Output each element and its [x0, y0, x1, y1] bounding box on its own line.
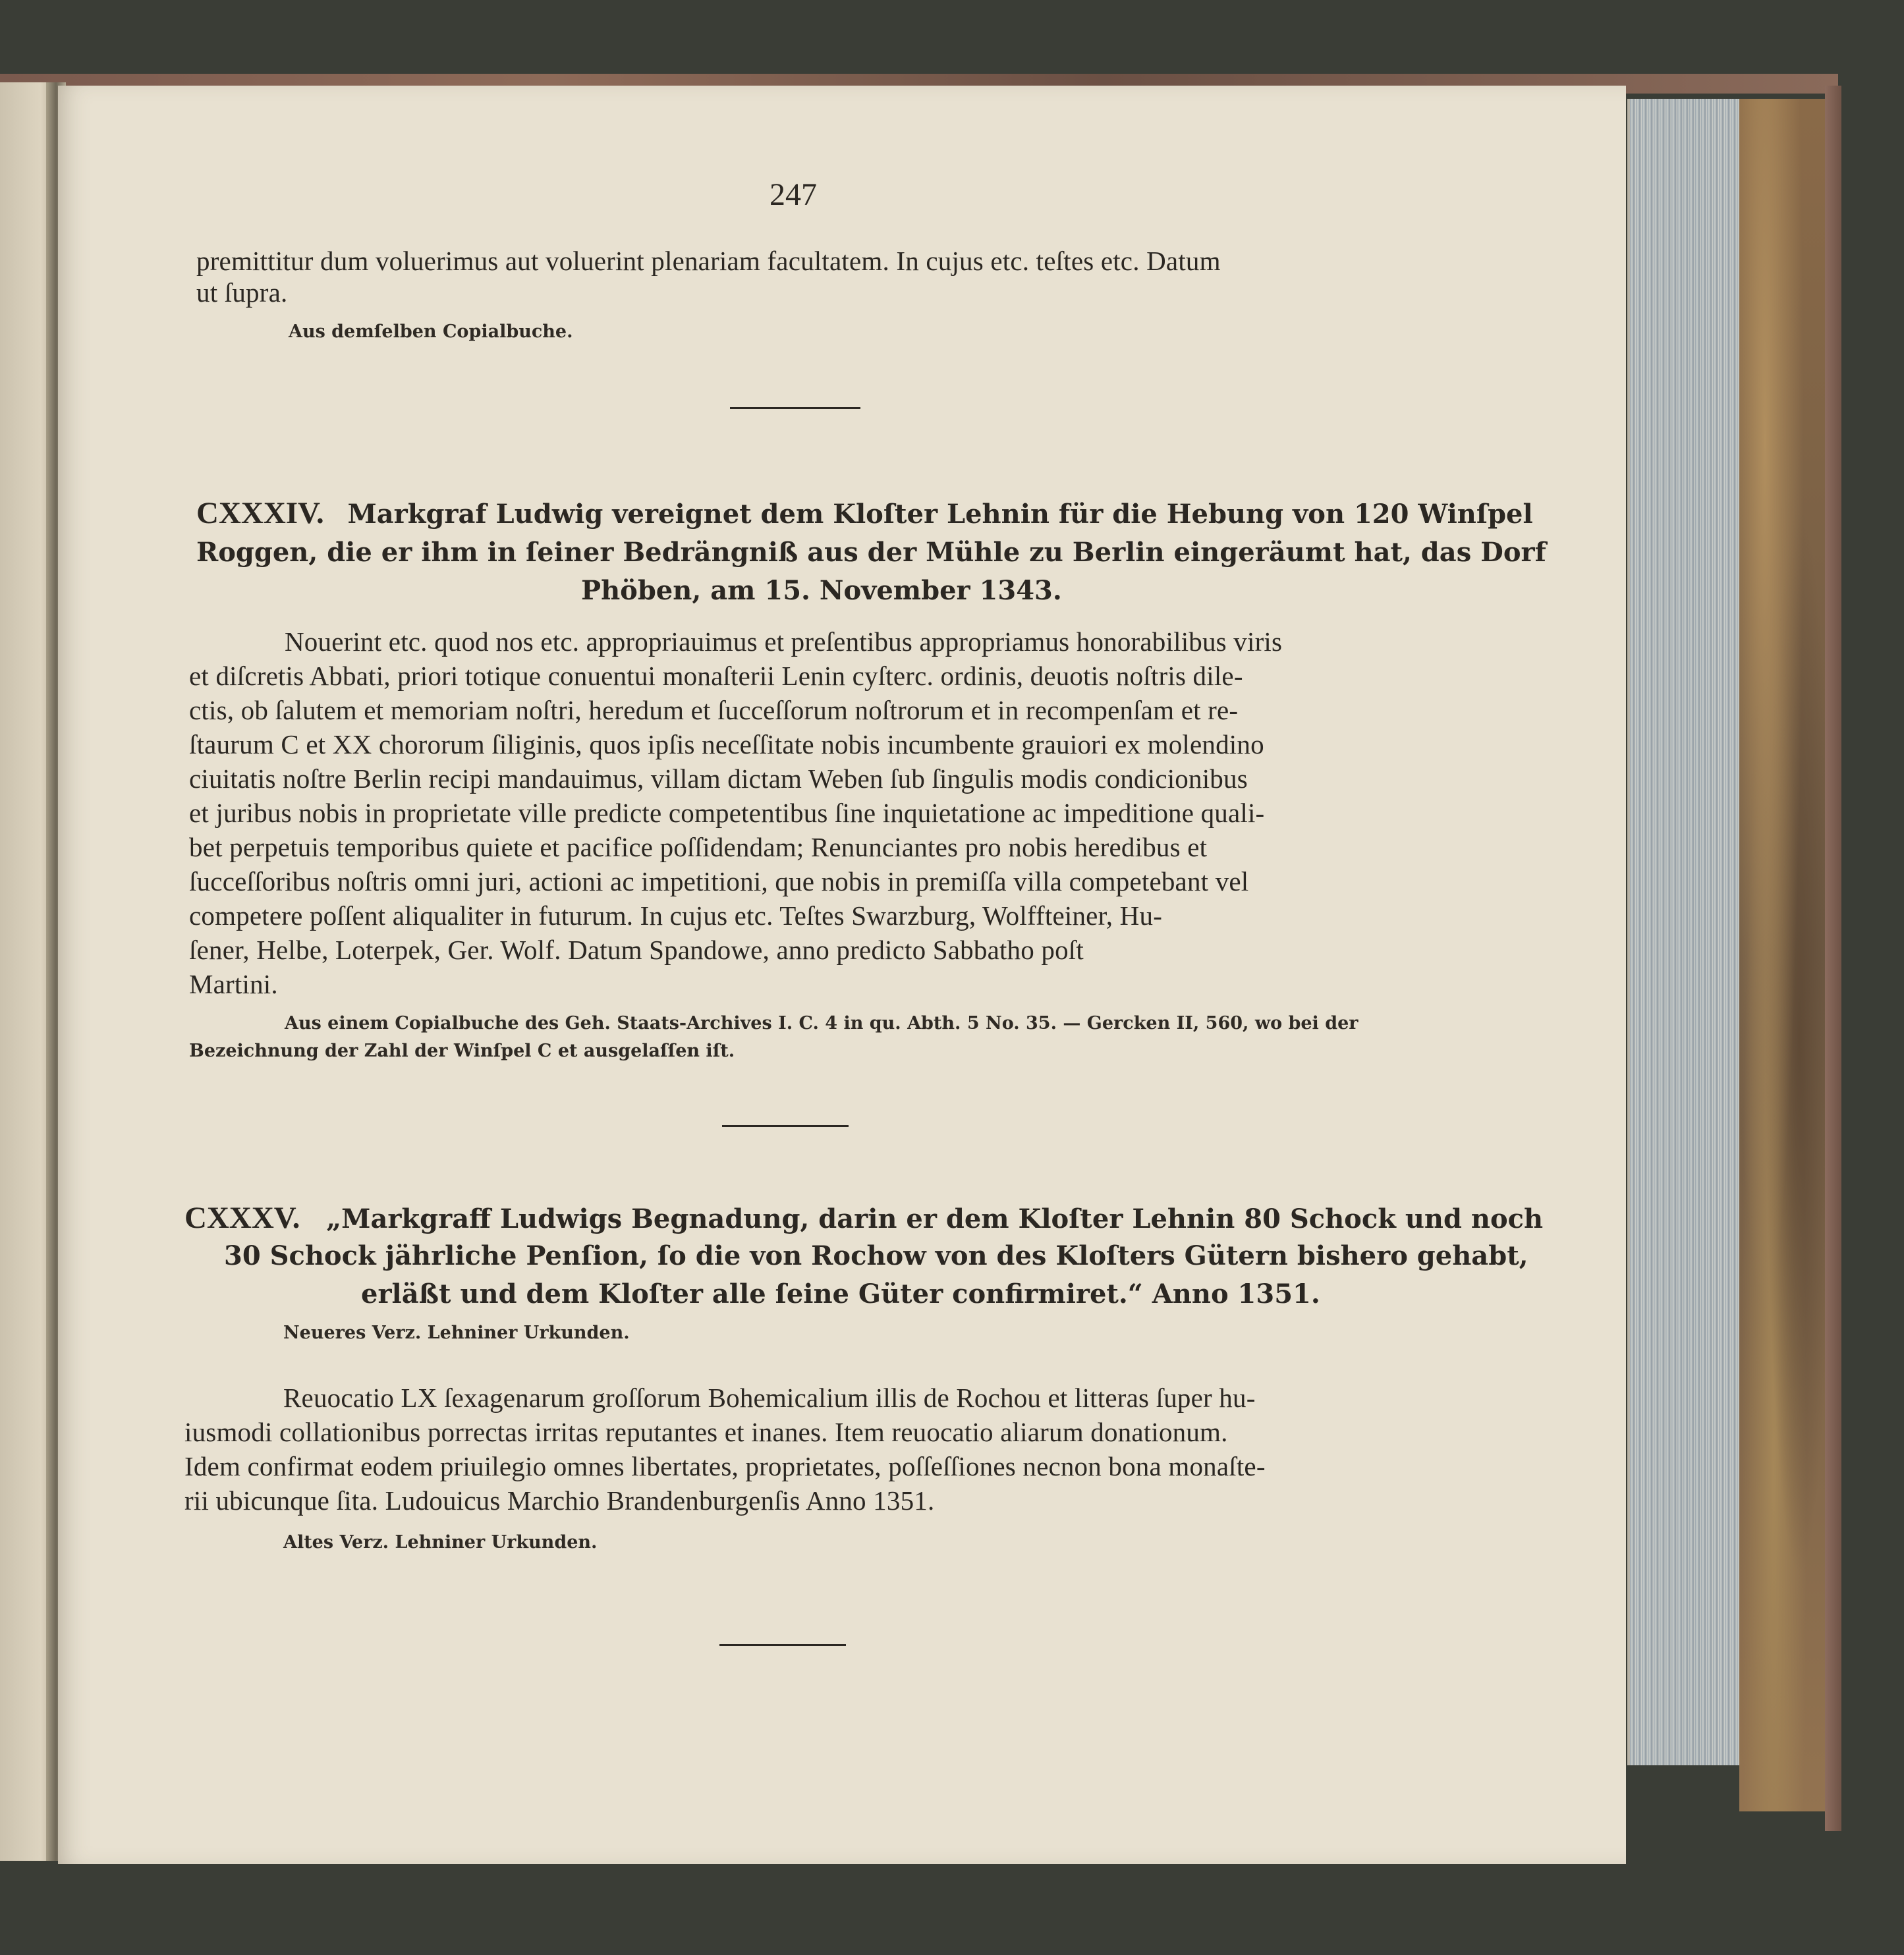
doc134-heading-line-3: Phöben, am 15. November 1343. [581, 575, 1062, 606]
doc134-heading-line-1 [196, 493, 1533, 535]
page-block-edges [1627, 99, 1742, 1765]
doc134-line-10: ſener, Helbe, Loterpek, Ger. Wolf. Datum Spandowe, anno predicto Sabbatho poſt [189, 935, 1084, 965]
doc135-line-2: iusmodi collationibus porrectas irritas reputantes et inanes. Item reuocatio aliarum donationum. [184, 1417, 1228, 1447]
doc134-number: CXXXIV. [196, 496, 324, 530]
doc134-line-11: Martini. [189, 969, 278, 999]
marbled-cover [1739, 99, 1825, 1811]
doc135-heading-line-2: 30 Schock jährliche Penſion, ſo die von Rochow von des Kloſters Gütern bishero gehabt, [224, 1240, 1528, 1271]
doc134-title: Markgraf Ludwig vereignet dem Kloſter Lehnin für die Hebung von 120 Winſpel [347, 499, 1533, 530]
doc135-line-1: Reuocatio LX ſexagenarum groſſorum Bohemicalium illis de Rochou et litteras ſuper hu- [283, 1383, 1256, 1413]
doc134-source-note-line-2: Bezeichnung der Zahl der Winſpel C et ausgelaſſen iſt. [189, 1041, 735, 1061]
doc135-heading-line-1 [184, 1198, 1543, 1240]
doc134-line-8: ſucceſſoribus noſtris omni juri, actioni ac impetitioni, que nobis in premiſſa villa competebant vel [189, 866, 1249, 896]
doc135-source-note-1: Neueres Verz. Lehniner Urkunden. [283, 1323, 630, 1343]
book-page [58, 86, 1626, 1864]
doc135-line-4: rii ubicunque ſita. Ludouicus Marchio Brandenburgenſis Anno 1351. [184, 1485, 935, 1516]
section-divider-2 [722, 1125, 849, 1127]
section-divider-3 [719, 1644, 846, 1646]
doc134-line-9: competere poſſent aliqualiter in futurum. In cujus etc. Teſtes Swarzburg, Wolffteiner, Hu- [189, 900, 1163, 931]
cover-edge [1825, 86, 1841, 1831]
doc134-line-6: et juribus nobis in proprietate ville predicte competentibus ſine inquietatione ac impeditione quali- [189, 798, 1265, 828]
page-number: 247 [770, 177, 817, 212]
top-source-note: Aus demſelben Copialbuche. [289, 321, 573, 342]
doc134-line-5: ciuitatis noſtre Berlin recipi mandauimus, villam dictam Weben ſub ſingulis modis condicionibus [189, 763, 1248, 794]
doc134-heading-line-2: Roggen, die er ihm in ſeiner Bedrängniß aus der Mühle zu Berlin eingeräumt hat, das Dorf [196, 537, 1546, 568]
doc135-title: „Markgraff Ludwigs Begnadung, darin er dem Kloſter Lehnin 80 Schock und noch [326, 1203, 1544, 1234]
doc134-line-4: ſtaurum C et XX chororum ſiliginis, quos ipſis neceſſitate nobis incumbente grauiori ex molendino [189, 729, 1264, 759]
top-text-line-1: premittitur dum voluerimus aut voluerint plenariam facultatem. In cujus etc. teſtes etc. Datum [196, 246, 1221, 276]
doc134-line-3: ctis, ob ſalutem et memoriam noſtri, heredum et ſucceſſorum noſtrorum et in recompenſam et re- [189, 695, 1239, 725]
top-text-line-2: ut ſupra. [196, 277, 288, 308]
doc134-line-7: bet perpetuis temporibus quiete et pacifice poſſidendam; Renunciantes pro nobis heredibus et [189, 832, 1208, 862]
doc134-line-2: et diſcretis Abbati, priori totique conuentui monaſterii Lenin cyſterc. ordinis, deuotis noſtris dile- [189, 661, 1243, 691]
section-divider-1 [730, 407, 860, 409]
doc135-line-3: Idem confirmat eodem priuilegio omnes libertates, proprietates, poſſeſſiones necnon bona monaſte- [184, 1451, 1266, 1481]
doc135-heading-line-3: erläßt und dem Kloſter alle ſeine Güter confirmiret.“ Anno 1351. [361, 1279, 1320, 1309]
doc135-number: CXXXV. [184, 1201, 300, 1235]
doc135-source-note-2: Altes Verz. Lehniner Urkunden. [283, 1532, 598, 1553]
doc134-source-note-line-1: Aus einem Copialbuche des Geh. Staats-Archives I. C. 4 in qu. Abth. 5 No. 35. — Gercken II, 560, wo bei der [285, 1013, 1358, 1033]
doc134-line-1: Nouerint etc. quod nos etc. appropriauimus et preſentibus appropriamus honorabilibus viris [285, 626, 1283, 657]
